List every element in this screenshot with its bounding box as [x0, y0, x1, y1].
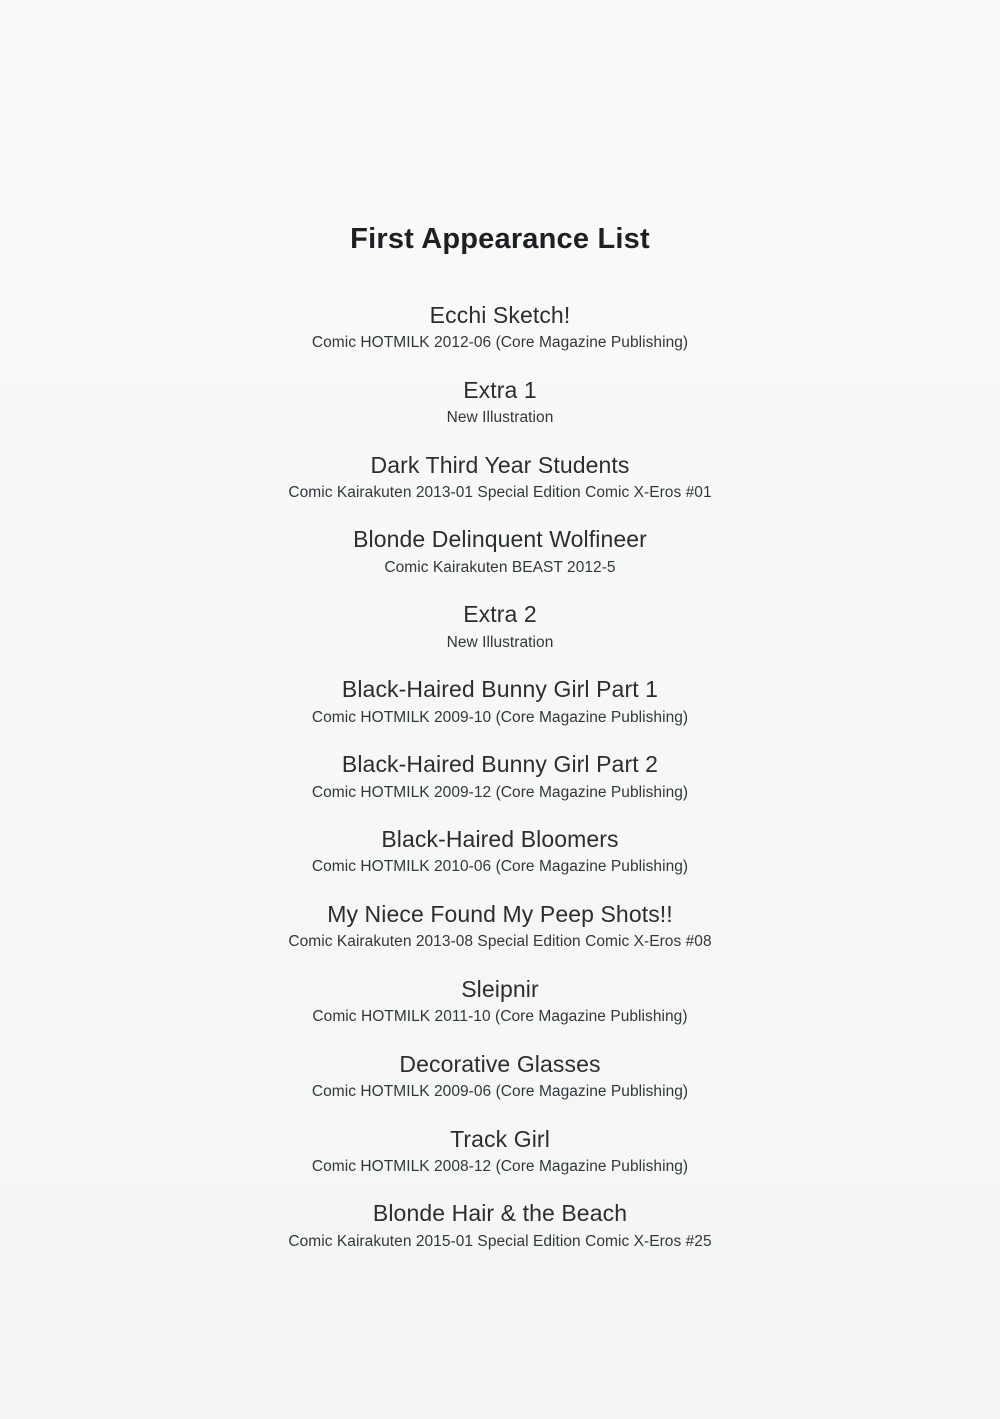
entry-source: Comic HOTMILK 2008-12 (Core Magazine Publishing) — [311, 1158, 689, 1176]
entry-title: Extra 2 — [463, 601, 537, 628]
entry-title: Ecchi Sketch! — [429, 301, 571, 328]
page-title: First Appearance List — [350, 223, 650, 255]
list-item — [0, 750, 1000, 803]
entry-title: Black-Haired Bunny Girl Part 1 — [341, 676, 659, 703]
entry-source: Comic HOTMILK 2009-06 (Core Magazine Publishing) — [311, 1083, 689, 1101]
entry-source: Comic Kairakuten BEAST 2012-5 — [384, 558, 616, 576]
entry-title: Sleipnir — [461, 975, 539, 1002]
entry-title: Extra 1 — [463, 376, 537, 403]
entry-source: Comic HOTMILK 2010-06 (Core Magazine Publishing) — [311, 858, 689, 876]
entry-source: Comic HOTMILK 2011-10 (Core Magazine Publishing) — [312, 1008, 688, 1026]
entry-source: Comic Kairakuten 2013-01 Special Edition Comic X-Eros #01 — [288, 484, 712, 502]
entry-title: Blonde Delinquent Wolfineer — [353, 526, 647, 553]
entry-title: Black-Haired Bloomers — [381, 826, 619, 853]
list-item — [0, 675, 1000, 728]
list-item — [0, 600, 1000, 653]
list-item — [0, 1125, 1000, 1178]
list-item — [0, 1199, 1000, 1252]
entry-source: Comic HOTMILK 2012-06 (Core Magazine Publishing) — [311, 334, 689, 352]
entry-title: Dark Third Year Students — [370, 451, 630, 478]
list-item — [0, 451, 1000, 504]
entry-source: Comic Kairakuten 2015-01 Special Edition Comic X-Eros #25 — [288, 1232, 712, 1250]
entry-source: Comic HOTMILK 2009-12 (Core Magazine Publishing) — [311, 783, 689, 801]
entry-title: Decorative Glasses — [399, 1050, 601, 1077]
entry-source: New Illustration — [446, 633, 554, 651]
list-item — [0, 1050, 1000, 1103]
entry-title: Blonde Hair & the Beach — [372, 1200, 628, 1227]
entry-source: Comic HOTMILK 2009-10 (Core Magazine Publishing) — [311, 708, 689, 726]
entry-source: Comic Kairakuten 2013-08 Special Edition Comic X-Eros #08 — [288, 933, 712, 951]
first-appearance-list — [0, 222, 1000, 1274]
entry-title: Track Girl — [450, 1125, 550, 1152]
entry-title: My Niece Found My Peep Shots!! — [327, 900, 673, 927]
list-item — [0, 825, 1000, 878]
list-item — [0, 525, 1000, 578]
list-item — [0, 301, 1000, 354]
entry-title: Black-Haired Bunny Girl Part 2 — [341, 751, 659, 778]
entry-source: New Illustration — [446, 409, 554, 427]
list-item — [0, 376, 1000, 429]
list-item — [0, 975, 1000, 1028]
list-item — [0, 900, 1000, 953]
